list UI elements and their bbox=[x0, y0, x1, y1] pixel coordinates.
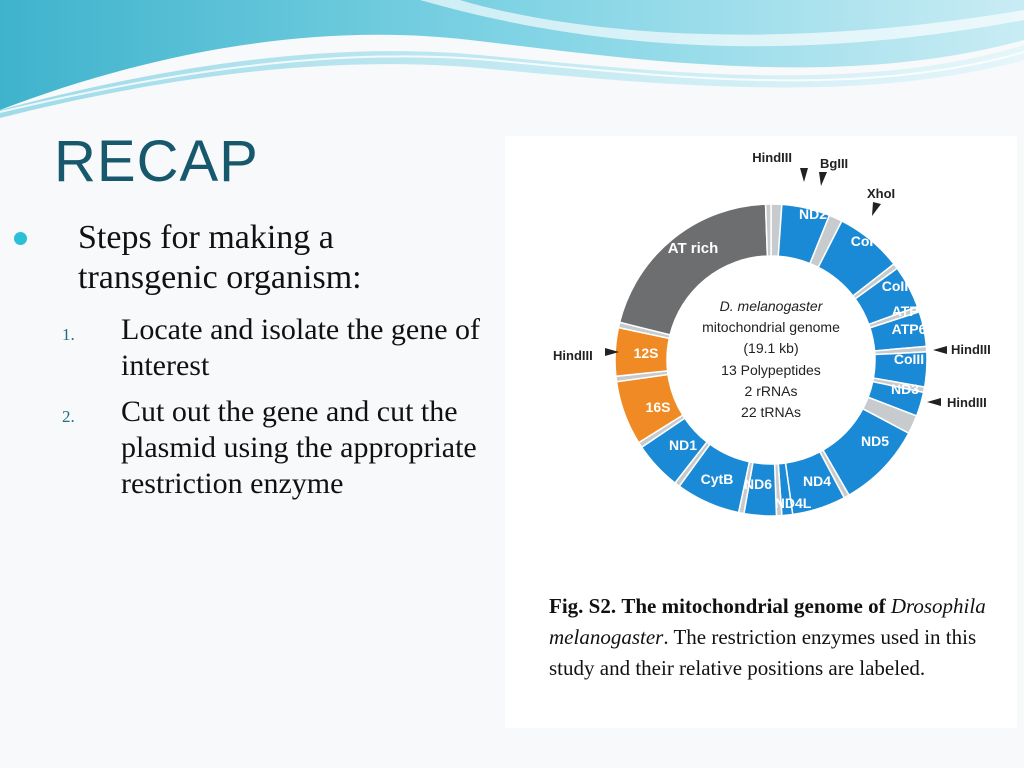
enzyme-label-hindiii: HindIII bbox=[553, 348, 593, 363]
mitochondrial-genome-map bbox=[505, 136, 1017, 556]
gene-label-atp6: ATP6 bbox=[891, 321, 927, 337]
gene-label-nd3: ND3 bbox=[890, 381, 920, 397]
caption-label: Fig. S2. bbox=[549, 594, 617, 618]
center-trnas: 22 tRNAs bbox=[741, 404, 801, 420]
step-text: Locate and isolate the gene of interest bbox=[121, 313, 481, 382]
enzyme-label-xhoi: XhoI bbox=[867, 186, 896, 201]
spacer-segment bbox=[766, 204, 771, 256]
enzyme-label-hindiii: HindIII bbox=[947, 395, 987, 410]
gene-label-nd2: ND2 bbox=[798, 206, 828, 222]
hindiii-marker-icon bbox=[927, 398, 941, 406]
gene-label-atp8: ATP8 bbox=[891, 303, 927, 319]
bullet-text: Steps for making a transgenic organism: bbox=[78, 219, 362, 296]
hindiii-marker-icon bbox=[800, 168, 808, 182]
center-size: (19.1 kb) bbox=[743, 340, 799, 356]
segment-at-rich bbox=[620, 204, 768, 335]
step-number: 1. bbox=[62, 325, 75, 344]
hindiii-marker-icon bbox=[933, 346, 947, 354]
caption-text: . The restriction enzymes used in this study and their relative positions are labeled. bbox=[549, 625, 977, 680]
gene-label-nd4: ND4 bbox=[802, 473, 832, 489]
caption-species: Drosophila melanogaster bbox=[549, 594, 986, 649]
gene-label-cytb: CytB bbox=[700, 471, 734, 487]
gene-label-12s: 12S bbox=[633, 345, 659, 361]
gene-label-16s: 16S bbox=[645, 399, 671, 415]
center-genome: mitochondrial genome bbox=[702, 319, 840, 335]
enzyme-label-hindiii: HindIII bbox=[752, 150, 792, 165]
center-polypeptides: 13 Polypeptides bbox=[721, 362, 821, 378]
center-species: D. melanogaster bbox=[719, 298, 823, 314]
gene-label-coiii: CoIII bbox=[893, 351, 925, 367]
gene-label-nd1: ND1 bbox=[668, 437, 698, 453]
gene-label-at-rich: AT rich bbox=[667, 240, 719, 257]
enzyme-label-hindiii: HindIII bbox=[951, 342, 991, 357]
gene-label-coii: CoII bbox=[881, 278, 909, 294]
genome-figure bbox=[505, 136, 1017, 728]
gene-label-nd4l: ND4L bbox=[774, 495, 812, 511]
bullet-icon bbox=[14, 232, 27, 245]
center-rrnas: 2 rRNAs bbox=[744, 383, 798, 399]
step-number: 2. bbox=[62, 407, 75, 426]
header-wave-decoration bbox=[0, 0, 1024, 120]
gene-label-coi: CoI bbox=[850, 233, 874, 249]
caption-title: The mitochondrial genome of bbox=[621, 594, 886, 618]
figure-caption bbox=[549, 591, 989, 684]
xhoi-marker-icon bbox=[872, 202, 881, 216]
enzyme-label-bglii: BgIII bbox=[820, 156, 849, 171]
gene-label-nd5: ND5 bbox=[860, 433, 890, 449]
gene-label-nd6: ND6 bbox=[743, 476, 773, 492]
step-text: Cut out the gene and cut the plasmid using the appropriate restriction enzyme bbox=[121, 395, 477, 500]
slide-title: RECAP bbox=[54, 129, 259, 194]
bglii-marker-icon bbox=[819, 172, 827, 186]
